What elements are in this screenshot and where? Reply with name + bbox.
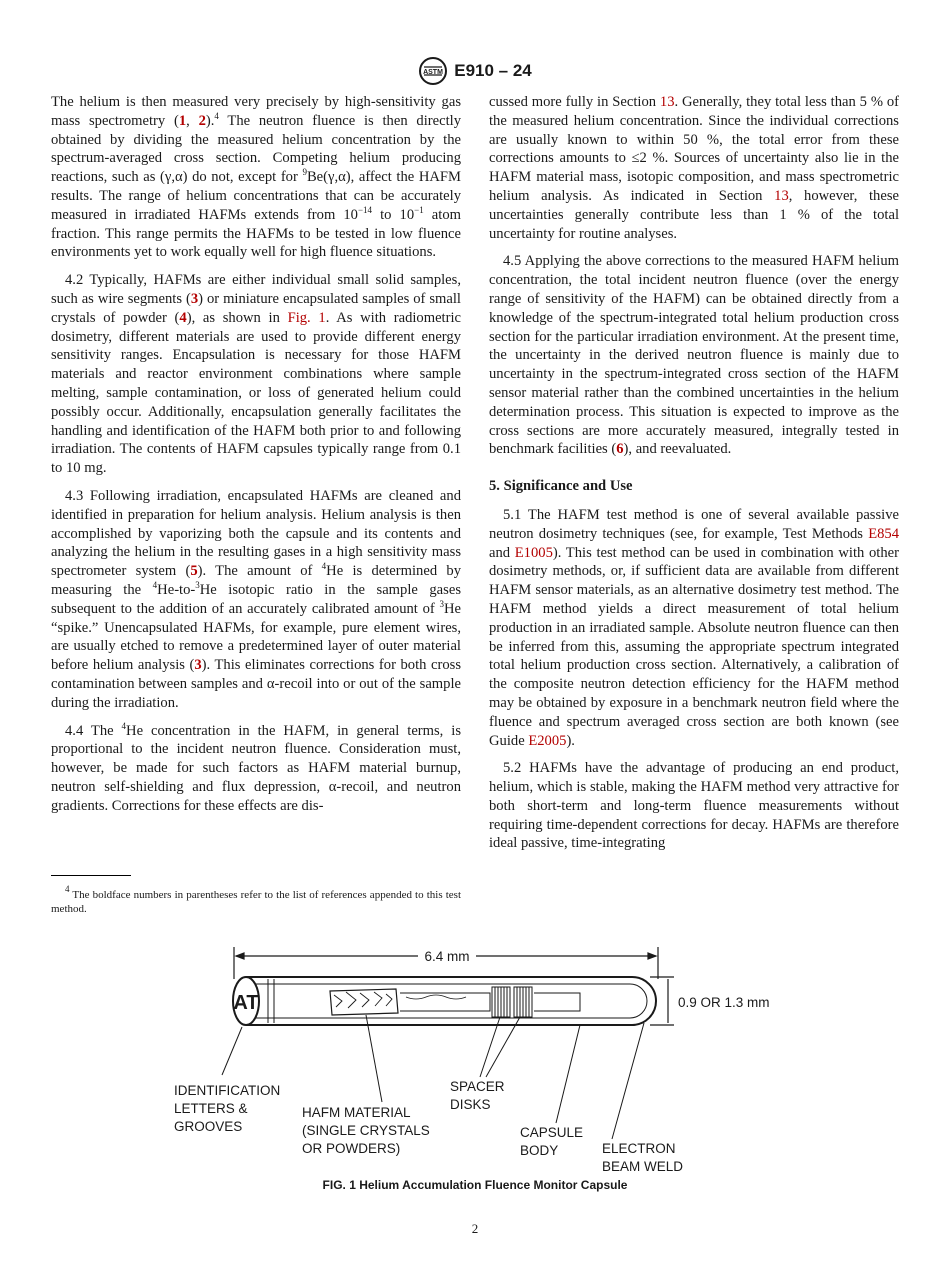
page-number: 2 <box>471 1221 479 1236</box>
spacer-disks-label: SPACER DISKS <box>450 1079 505 1112</box>
standard-designation: E910 – 24 <box>454 61 532 80</box>
reference-link-2[interactable]: 2 <box>198 112 206 129</box>
e2005-link[interactable]: E2005 <box>528 732 567 749</box>
paragraph-4-2: 4.2 Typically, HAFMs are either individual small solid samples, such as wire segments (3) or miniature encapsulated samples of small crystals of powder (4), as shown in Fig. 1. As with radiometric dosimetry, different materials are used to provide different energy sensitivity ranges. Encapsulation is necessary for those HAFM materials and reactor environment combinations where sample melting, sample contamination, or loss of generated helium could possibly occur. Additionally, encapsulation generally facilitates the handling and identification of the HAFM both prior to and following irradiation. The contents of HAFM capsules typically range from 0.1 to 10 mg. <box>51 272 462 477</box>
electron-beam-weld-label: ELECTRON BEAM WELD <box>602 1141 684 1174</box>
capsule-figure <box>160 937 800 1177</box>
spacer-disks <box>492 987 580 1017</box>
reference-link-3[interactable]: 3 <box>190 290 199 307</box>
figure-1-link[interactable]: Fig. 1 <box>287 309 326 326</box>
section-13-link[interactable]: 13 <box>659 94 675 110</box>
reference-link-4[interactable]: 4 <box>179 309 187 326</box>
diameter-label: 0.9 OR 1.3 mm <box>678 995 770 1010</box>
cap-letters: AT <box>233 992 259 1014</box>
capsule-body-label: CAPSULE BODY <box>520 1125 584 1158</box>
paragraph-4-4: 4.4 The $^4$He concentration in the HAFM, in general terms, is proportional to the incident neutron fluence. Consideration must, however, be made for such factors as HAFM material burnup, neutron self-shielding and flux depression, α-recoil, and neutron gradients. Corrections for these effects are dis- <box>51 720 461 814</box>
figure-caption: FIG. 1 Helium Accumulation Fluence Monitor Capsule <box>322 1178 628 1192</box>
hafm-material <box>330 989 490 1015</box>
footnote-divider <box>51 875 131 876</box>
identification-label: IDENTIFICATION LETTERS & GROOVES <box>174 1083 281 1134</box>
paragraph-4-5: 4.5 Applying the above corrections to the measured HAFM helium concentration, the total incident neutron fluence (over the energy range of sensitivity of the HAFM) can be obtained directly from a knowledge of the spectrum-integrated total helium production cross section for the particular irradiation environment. At the present time, the uncertainty in the derived neutron fluence is mainly due to uncertainty in the spectrum-integrated cross section of the HAFM sensor material rather than the combined uncertainties in the helium determination process. This situation is expected to improve as the cross sections are more accurately measured, integrally tested in benchmark facilities (6), and reevaluated. <box>489 253 899 458</box>
e1005-link[interactable]: E1005 <box>514 544 553 561</box>
page-header <box>0 56 950 91</box>
section-13-link-b[interactable]: 13 <box>774 187 789 204</box>
diameter-dimension <box>650 977 674 1025</box>
leader-lines <box>222 1015 644 1139</box>
paragraph-5-1: 5.1 The HAFM test method is one of several available passive neutron dosimetry techniques (see, for example, Test Methods E854 and E1005). This test method can be used in combination with other dosimetry methods, or, if sufficient data are available from different HAFM sensor materials, as an alternative dosimetry test method. The HAFM method yields a direct measurement of total helium production in an irradiated sample. Absolute neutron fluence can then be inferred from this, assuming the appropriate spectrum integrated total helium production cross section. Alternatively, a calibration of the composite neutron detection efficiency for the HAFM method may be obtained by exposure in a benchmark neutron field where the fluence and spectrum averaged cross section are both known (see Guide E2005). <box>489 506 899 749</box>
length-label: 6.4 mm <box>424 949 470 964</box>
footnote: $^4$ The boldface numbers in parentheses refer to the list of references appended to this test method. <box>51 884 461 915</box>
paragraph-4-4-continued: cussed more fully in Section 13. Generally, they total less than 5 % of the measured helium concentration. Since the individual corrections are usually known to within 50 %, the total error from these corrections amounts to ≤2 %. Sources of uncertainty also lie in the HAFM material mass, isotopic composition, and mass spectrometric helium analysis. As indicated in Section 13, however, these uncertainties generally contribute less than 1 % of the total uncertainty for routine analyses. <box>489 94 899 242</box>
reference-link-3b[interactable]: 3 <box>194 657 202 674</box>
astm-logo-text: ASTM <box>423 69 444 76</box>
e854-link[interactable]: E854 <box>868 525 899 542</box>
reference-link-6[interactable]: 6 <box>616 441 624 458</box>
paragraph-5-2: 5.2 HAFMs have the advantage of producing an end product, helium, which is stable, making the HAFM method very attractive for both short-term and long-term fluence measurements without requiring time-dependent corrections for decay. HAFMs are therefore ideal passive, time-integrating <box>489 760 899 852</box>
paragraph-4-3: 4.3 Following irradiation, encapsulated HAFMs are cleaned and identified in preparation for helium analysis. Helium analysis is then accomplished by vaporizing both the capsule and its contents and analyzing the helium in the resulting gases in a high sensitivity mass spectrometer system (5). The amount of $^4$He is determined by measuring the $^4$He-to-$^3$He isotopic ratio in the sample gases subsequent to the addition of an accurately calibrated amount of $^3$He “spike.” Unencapsulated HAFMs, for example, pure element wires, are usually etched to remove a predetermined layer of outer material before helium analysis (3). This eliminates corrections for both cross contamination between samples and α-recoil into or out of the sample during the irradiation. <box>51 487 462 711</box>
hafm-material-label: HAFM MATERIAL (SINGLE CRYSTALS OR POWDERS) <box>302 1105 430 1156</box>
section-heading: 5. Significance and Use <box>489 478 633 495</box>
paragraph-4-1-continued: The helium is then measured very precisely by high-sensitivity gas mass spectrometry (1, 2).$^4$ The neutron fluence is then directly obtained by dividing the measured helium concentration by the spectrum-averaged cross section. Competing helium producing reactions, such as (γ,α) do not, except for $^9$Be(γ,α), affect the HAFM results. The range of helium concentrations that can be accurately measured in irradiated HAFMs extends from $10^{-14}$ to $10^{-1}$ atom fraction. This range permits the HAFMs to be tested in low fluence environments yet to work equally well for high fluence situations. <box>51 94 461 261</box>
reference-link-5[interactable]: 5 <box>190 563 198 580</box>
reference-link-1[interactable]: 1 <box>178 112 187 129</box>
left-column <box>51 93 461 824</box>
capsule-body <box>246 977 656 1025</box>
right-column <box>489 93 899 862</box>
footnote-marker[interactable]: 4 <box>214 110 219 121</box>
astm-logo-icon <box>418 56 448 86</box>
